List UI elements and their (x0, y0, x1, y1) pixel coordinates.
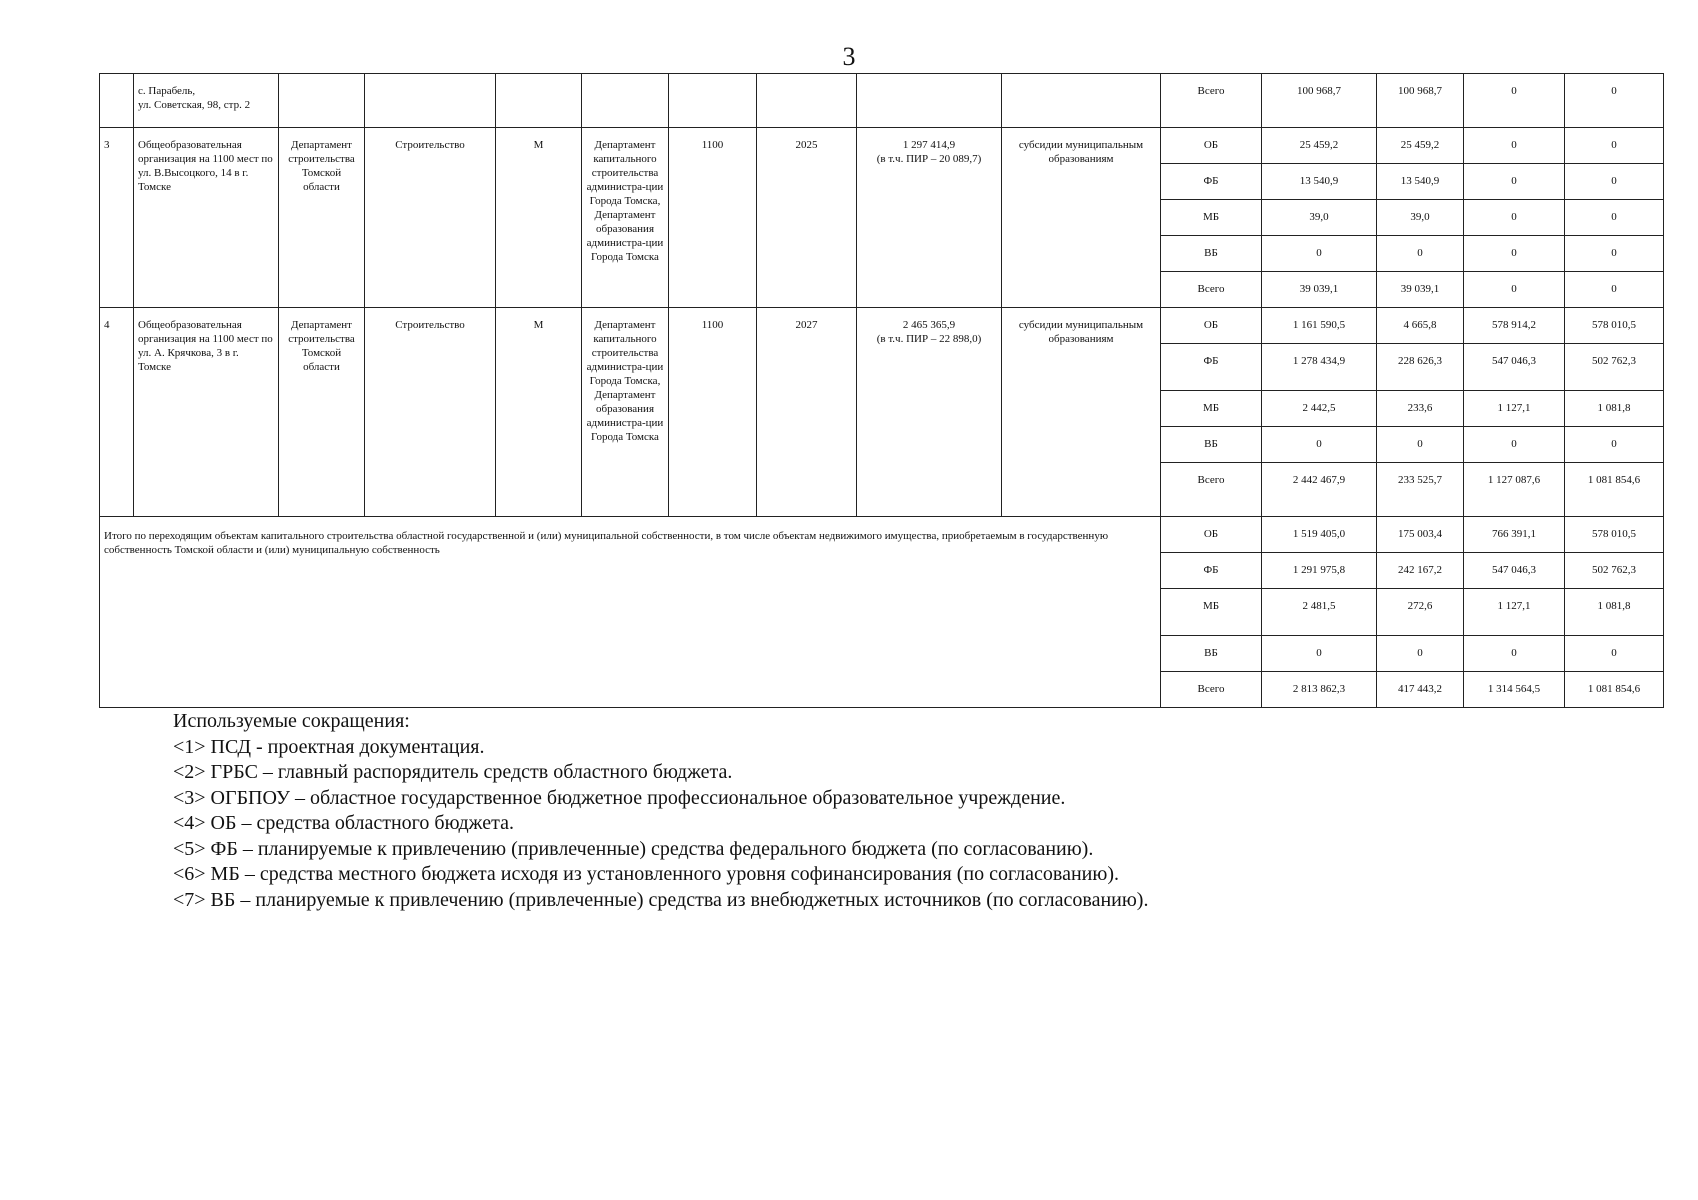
table-row (100, 74, 1664, 128)
value-cell: 0 (1565, 128, 1664, 164)
year-cell (757, 74, 857, 128)
value-cell: 1 127,1 (1464, 589, 1565, 636)
value-cell: 0 (1565, 200, 1664, 236)
value-cell: 547 046,3 (1464, 344, 1565, 391)
value-cell: 578 010,5 (1565, 517, 1664, 553)
value-cell: 272,6 (1377, 589, 1464, 636)
value-cell: 0 (1565, 164, 1664, 200)
value-cell: 0 (1377, 636, 1464, 672)
capacity-cell (669, 74, 757, 128)
value-cell: 1 127,1 (1464, 391, 1565, 427)
value-cell: 0 (1565, 427, 1664, 463)
value-cell: 175 003,4 (1377, 517, 1464, 553)
num-cell: 3 (100, 128, 134, 308)
value-cell: 233,6 (1377, 391, 1464, 427)
num-cell: 4 (100, 308, 134, 517)
ownership-cell: М (496, 128, 582, 308)
table-row (100, 308, 1664, 344)
value-cell: 0 (1262, 236, 1377, 272)
value-cell: 25 459,2 (1377, 128, 1464, 164)
source-cell: ВБ (1161, 636, 1262, 672)
location-line: с. Парабель, (138, 85, 196, 97)
num-cell (100, 74, 134, 128)
value-cell: 0 (1464, 164, 1565, 200)
value-cell: 1 291 975,8 (1262, 553, 1377, 589)
source-cell: МБ (1161, 589, 1262, 636)
grbs-cell (279, 74, 365, 128)
source-cell: ФБ (1161, 344, 1262, 391)
value-cell: 0 (1565, 74, 1664, 128)
note-item: <2> ГРБС – главный распорядитель средств областного бюджета. (173, 761, 733, 783)
value-cell: 1 519 405,0 (1262, 517, 1377, 553)
value-cell: 39 039,1 (1377, 272, 1464, 308)
capacity-cell: 1100 (669, 308, 757, 517)
cost-pir-note: (в т.ч. ПИР – 20 089,7) (876, 153, 982, 165)
value-cell: 578 914,2 (1464, 308, 1565, 344)
source-cell: ВБ (1161, 236, 1262, 272)
value-cell: 13 540,9 (1262, 164, 1377, 200)
source-cell: ОБ (1161, 128, 1262, 164)
object-name-cell: Общеобразовательная организация на 1100 мест по ул. В.Высоцкого, 14 в г. Томске (134, 128, 279, 308)
work-type-cell (365, 74, 496, 128)
value-cell: 2 442,5 (1262, 391, 1377, 427)
source-cell: Всего (1161, 74, 1262, 128)
value-cell: 1 127 087,6 (1464, 463, 1565, 517)
note-item: <5> ФБ – планируемые к привлечению (привлеченные) средства федерального бюджета (по согласованию). (173, 837, 1094, 860)
source-cell: ВБ (1161, 427, 1262, 463)
value-cell: 1 081,8 (1565, 589, 1664, 636)
cost-value: 1 297 414,9 (902, 139, 956, 151)
notes-heading: Используемые сокращения: (173, 710, 410, 732)
note-item: <3> ОГБПОУ – областное государственное бюджетное профессиональное образовательное учреждение. (173, 786, 1066, 809)
value-cell: 502 762,3 (1565, 553, 1664, 589)
source-cell: Всего (1161, 463, 1262, 517)
abbreviations-notes (173, 709, 1148, 913)
ownership-cell (496, 74, 582, 128)
value-cell: 100 968,7 (1377, 74, 1464, 128)
value-cell: 1 278 434,9 (1262, 344, 1377, 391)
value-cell: 0 (1464, 74, 1565, 128)
grbs-cell: Департамент строительства Томской области (279, 308, 365, 517)
value-cell: 0 (1464, 272, 1565, 308)
object-name-cell: Общеобразовательная организация на 1100 мест по ул. А. Крячкова, 3 в г. Томске (134, 308, 279, 517)
value-cell: 1 161 590,5 (1262, 308, 1377, 344)
value-cell: 0 (1464, 427, 1565, 463)
capacity-cell: 1100 (669, 128, 757, 308)
note-item: <1> ПСД - проектная документация. (173, 735, 485, 758)
year-cell: 2027 (757, 308, 857, 517)
value-cell: 0 (1262, 636, 1377, 672)
value-cell: 0 (1464, 128, 1565, 164)
source-cell: МБ (1161, 200, 1262, 236)
value-cell: 2 481,5 (1262, 589, 1377, 636)
form-cell: субсидии муниципальным образованиям (1002, 308, 1161, 517)
cost-cell (857, 308, 1002, 517)
value-cell: 2 813 862,3 (1262, 672, 1377, 708)
value-cell: 39,0 (1262, 200, 1377, 236)
page-number: 3 (842, 42, 856, 71)
table-row (100, 128, 1664, 164)
value-cell: 100 968,7 (1262, 74, 1377, 128)
source-cell: Всего (1161, 672, 1262, 708)
source-cell: ФБ (1161, 553, 1262, 589)
value-cell: 4 665,8 (1377, 308, 1464, 344)
value-cell: 233 525,7 (1377, 463, 1464, 517)
cost-cell (857, 128, 1002, 308)
cost-value: 2 465 365,9 (902, 319, 956, 331)
customer-cell: Департамент капитального строительства администра-ции Города Томска, Департамент образования администра-ции Города Томска (582, 308, 669, 517)
source-cell: ОБ (1161, 517, 1262, 553)
value-cell: 0 (1565, 236, 1664, 272)
value-cell: 0 (1377, 236, 1464, 272)
source-cell: ФБ (1161, 164, 1262, 200)
total-label-cell: Итого по переходящим объектам капитального строительства областной государственной и (или) муниципальной собственности, в том числе объектам недвижимого имущества, приобретаемым в государственную собственность Томской области и (или) муниципальную собственность (100, 517, 1161, 708)
ownership-cell: М (496, 308, 582, 517)
customer-cell: Департамент капитального строительства администра-ции Города Томска, Департамент образования администра-ции Города Томска (582, 128, 669, 308)
value-cell: 2 442 467,9 (1262, 463, 1377, 517)
value-cell: 1 081 854,6 (1565, 463, 1664, 517)
value-cell: 1 081 854,6 (1565, 672, 1664, 708)
value-cell: 0 (1262, 427, 1377, 463)
value-cell: 39,0 (1377, 200, 1464, 236)
value-cell: 25 459,2 (1262, 128, 1377, 164)
form-cell (1002, 74, 1161, 128)
value-cell: 242 167,2 (1377, 553, 1464, 589)
cost-cell (857, 74, 1002, 128)
value-cell: 766 391,1 (1464, 517, 1565, 553)
capital-objects-table (99, 73, 1664, 708)
value-cell: 39 039,1 (1262, 272, 1377, 308)
source-cell: МБ (1161, 391, 1262, 427)
value-cell: 417 443,2 (1377, 672, 1464, 708)
value-cell: 0 (1464, 200, 1565, 236)
cost-pir-note: (в т.ч. ПИР – 22 898,0) (876, 333, 982, 345)
value-cell: 578 010,5 (1565, 308, 1664, 344)
value-cell: 1 081,8 (1565, 391, 1664, 427)
table-row (100, 517, 1664, 553)
note-item: <4> ОБ – средства областного бюджета. (173, 812, 514, 834)
value-cell: 0 (1565, 272, 1664, 308)
note-item: <6> МБ – средства местного бюджета исходя из установленного уровня софинансирования (по согласованию). (173, 863, 1119, 885)
value-cell: 228 626,3 (1377, 344, 1464, 391)
value-cell: 0 (1464, 636, 1565, 672)
object-location-cell (134, 74, 279, 128)
grbs-cell: Департамент строительства Томской области (279, 128, 365, 308)
note-item: <7> ВБ – планируемые к привлечению (привлеченные) средства из внебюджетных источников (по согласованию). (173, 888, 1149, 911)
customer-cell (582, 74, 669, 128)
location-line: ул. Советская, 98, стр. 2 (138, 99, 251, 111)
value-cell: 1 314 564,5 (1464, 672, 1565, 708)
source-cell: Всего (1161, 272, 1262, 308)
year-cell: 2025 (757, 128, 857, 308)
value-cell: 0 (1464, 236, 1565, 272)
value-cell: 547 046,3 (1464, 553, 1565, 589)
value-cell: 13 540,9 (1377, 164, 1464, 200)
value-cell: 502 762,3 (1565, 344, 1664, 391)
work-type-cell: Строительство (365, 308, 496, 517)
work-type-cell: Строительство (365, 128, 496, 308)
value-cell: 0 (1565, 636, 1664, 672)
form-cell: субсидии муниципальным образованиям (1002, 128, 1161, 308)
source-cell: ОБ (1161, 308, 1262, 344)
value-cell: 0 (1377, 427, 1464, 463)
